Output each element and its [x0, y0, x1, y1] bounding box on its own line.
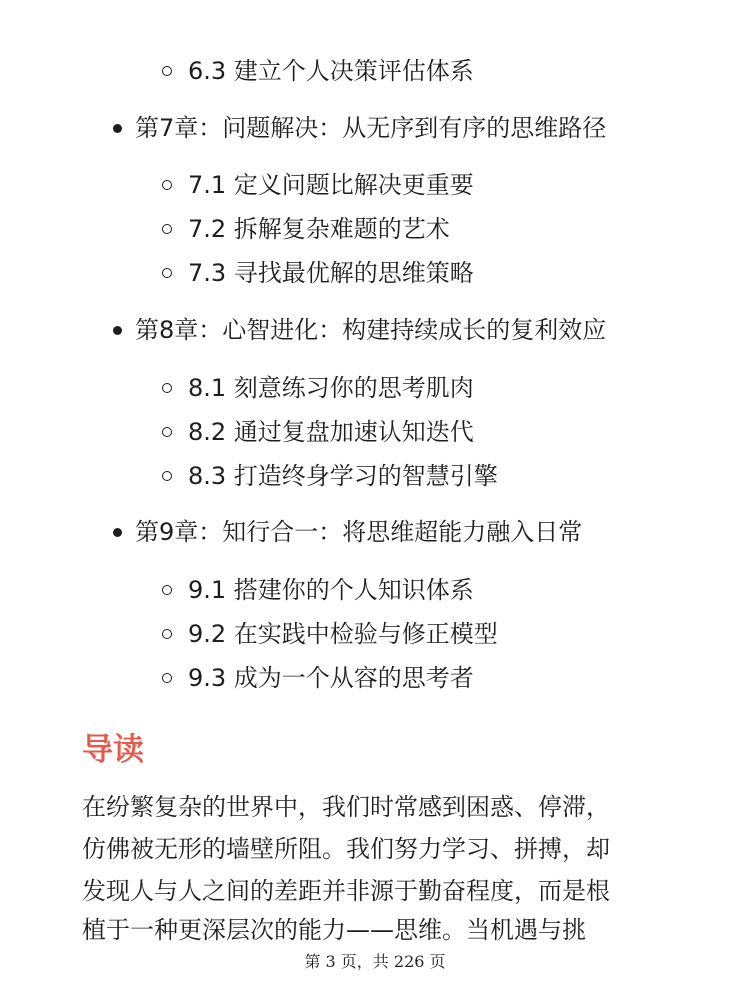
hollow-bullet-icon: [162, 180, 172, 190]
intro-paragraph-line-3: 发现人与人之间的差距并非源于勤奋程度，而是根: [82, 877, 610, 905]
toc-section-9-1[interactable]: 9.1 搭建你的个人知识体系: [188, 576, 474, 604]
filled-bullet-icon: [113, 326, 122, 335]
intro-paragraph-line-1: 在纷繁复杂的世界中，我们时常感到困惑、停滞，: [82, 793, 610, 821]
page-number-footer: 第 3 页，共 226 页: [304, 952, 446, 971]
toc-section-7-3[interactable]: 7.3 寻找最优解的思维策略: [188, 259, 474, 287]
hollow-bullet-icon: [162, 629, 172, 639]
toc-chapter-9[interactable]: 第9章：知行合一：将思维超能力融入日常: [135, 518, 583, 546]
toc-chapter-7[interactable]: 第7章：问题解决：从无序到有序的思维路径: [135, 114, 607, 142]
toc-section-9-3[interactable]: 9.3 成为一个从容的思考者: [188, 664, 474, 692]
toc-section-7-2[interactable]: 7.2 拆解复杂难题的艺术: [188, 215, 450, 243]
intro-paragraph-line-4: 植于一种更深层次的能力——思维。当机遇与挑: [82, 916, 586, 944]
toc-section-9-2[interactable]: 9.2 在实践中检验与修正模型: [188, 620, 498, 648]
toc-section-8-1[interactable]: 8.1 刻意练习你的思考肌肉: [188, 374, 474, 402]
filled-bullet-icon: [113, 528, 122, 537]
toc-section-8-2[interactable]: 8.2 通过复盘加速认知迭代: [188, 418, 474, 446]
hollow-bullet-icon: [162, 224, 172, 234]
filled-bullet-icon: [113, 124, 122, 133]
hollow-bullet-icon: [162, 673, 172, 683]
hollow-bullet-icon: [162, 66, 172, 76]
intro-heading: 导读: [82, 732, 144, 768]
hollow-bullet-icon: [162, 268, 172, 278]
hollow-bullet-icon: [162, 585, 172, 595]
toc-section-6-3[interactable]: 6.3 建立个人决策评估体系: [188, 57, 474, 85]
toc-chapter-8[interactable]: 第8章：心智进化：构建持续成长的复利效应: [135, 316, 607, 344]
hollow-bullet-icon: [162, 471, 172, 481]
toc-section-8-3[interactable]: 8.3 打造终身学习的智慧引擎: [188, 462, 498, 490]
intro-paragraph-line-2: 仿佛被无形的墙壁所阻。我们努力学习、拼搏，却: [82, 835, 610, 863]
hollow-bullet-icon: [162, 427, 172, 437]
hollow-bullet-icon: [162, 383, 172, 393]
toc-section-7-1[interactable]: 7.1 定义问题比解决更重要: [188, 171, 474, 199]
